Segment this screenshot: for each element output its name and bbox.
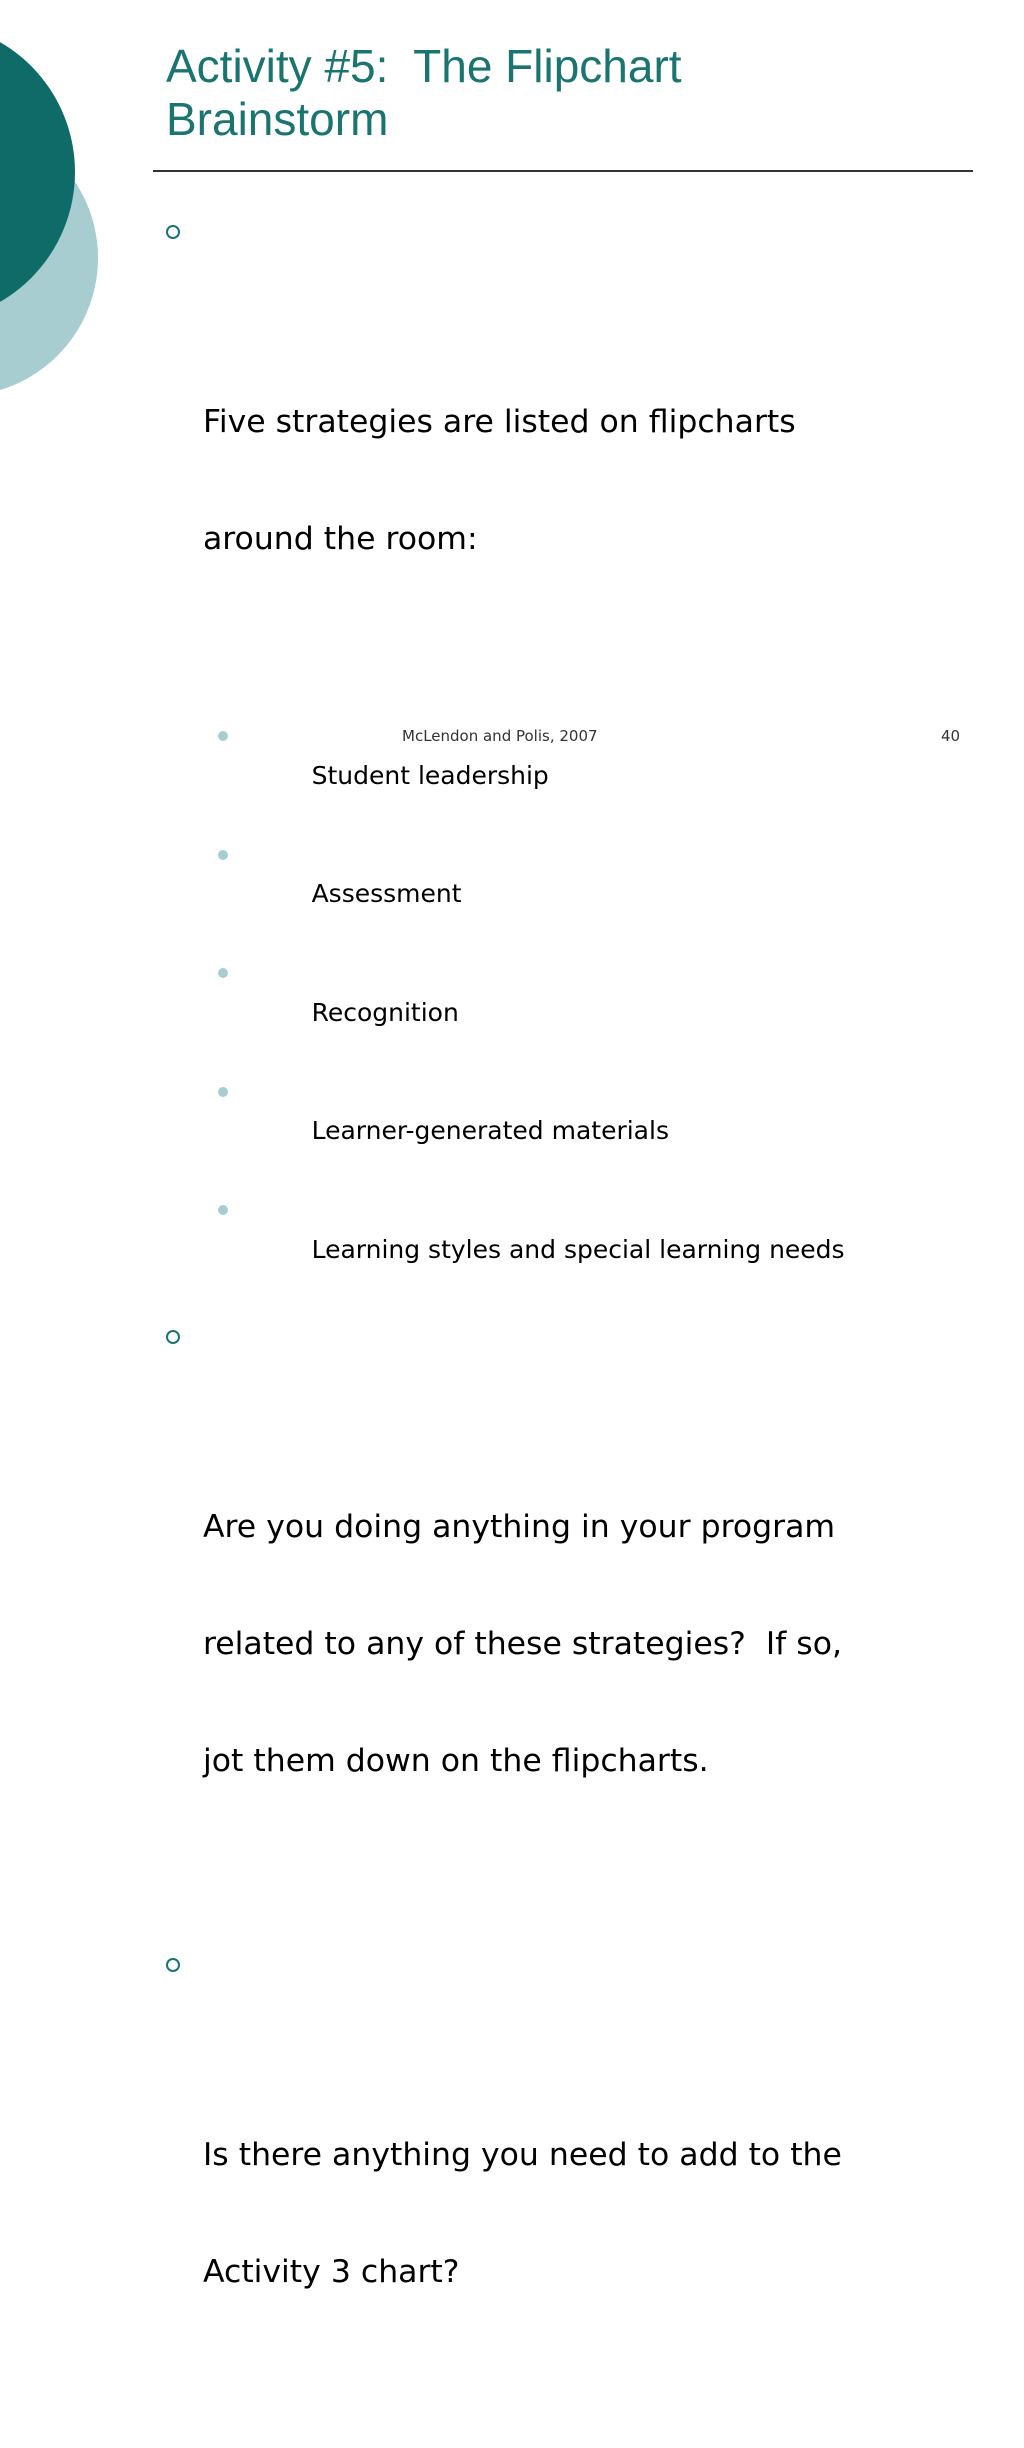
hollow-circle-bullet-icon bbox=[166, 225, 180, 239]
title-divider bbox=[153, 170, 973, 172]
slide-title-line: Activity #5: The Flipchart bbox=[166, 40, 682, 92]
bullet-text-line: Are you doing anything in your program bbox=[203, 1508, 836, 1545]
filled-circle-bullet-icon bbox=[218, 731, 228, 741]
sub-bullet-text: Learner-generated materials bbox=[311, 1116, 669, 1145]
bullet-text-line: Five strategies are listed on flipcharts bbox=[203, 404, 796, 440]
hollow-circle-bullet-icon bbox=[166, 1330, 180, 1344]
slide-number: 40 bbox=[941, 727, 961, 745]
filled-circle-bullet-icon bbox=[218, 968, 228, 978]
bullet-text-line: related to any of these strategies? If so, bbox=[203, 1625, 842, 1662]
bullet-item bbox=[160, 1941, 960, 2448]
bullet-text bbox=[203, 2058, 960, 2370]
filled-circle-bullet-icon bbox=[218, 850, 228, 860]
filled-circle-bullet-icon bbox=[218, 1087, 228, 1097]
sub-bullet-text: Recognition bbox=[311, 997, 459, 1027]
sub-bullet-text: Learning styles and special learning needs bbox=[311, 1234, 845, 1264]
sub-bullet-text: Assessment bbox=[311, 879, 462, 908]
bullet-item bbox=[160, 1313, 960, 1937]
bullet-text-line: jot them down on the flipcharts. bbox=[203, 1742, 709, 1779]
bullet-item bbox=[160, 208, 960, 715]
filled-circle-bullet-icon bbox=[218, 1205, 228, 1215]
sub-bullet-item bbox=[160, 1190, 960, 1309]
slide-title-line: Brainstorm bbox=[166, 93, 389, 145]
sub-bullet-item bbox=[160, 953, 960, 1072]
bullet-text bbox=[203, 1430, 960, 1859]
sub-bullet-list bbox=[160, 716, 960, 1309]
bullet-text-line: Is there anything you need to add to the bbox=[203, 2136, 842, 2173]
slide-body bbox=[160, 208, 960, 2448]
hollow-circle-bullet-icon bbox=[166, 1958, 180, 1972]
footer-citation: McLendon and Polis, 2007 bbox=[402, 727, 598, 745]
bullet-text-line: around the room: bbox=[203, 521, 478, 557]
sub-bullet-text: Student leadership bbox=[311, 760, 549, 790]
bullet-text-line: Activity 3 chart? bbox=[203, 2253, 460, 2290]
bullet-text bbox=[203, 325, 960, 637]
decorative-circles bbox=[0, 0, 110, 420]
sub-bullet-item bbox=[160, 835, 960, 954]
sub-bullet-item bbox=[160, 1072, 960, 1191]
slide-title bbox=[166, 40, 966, 146]
